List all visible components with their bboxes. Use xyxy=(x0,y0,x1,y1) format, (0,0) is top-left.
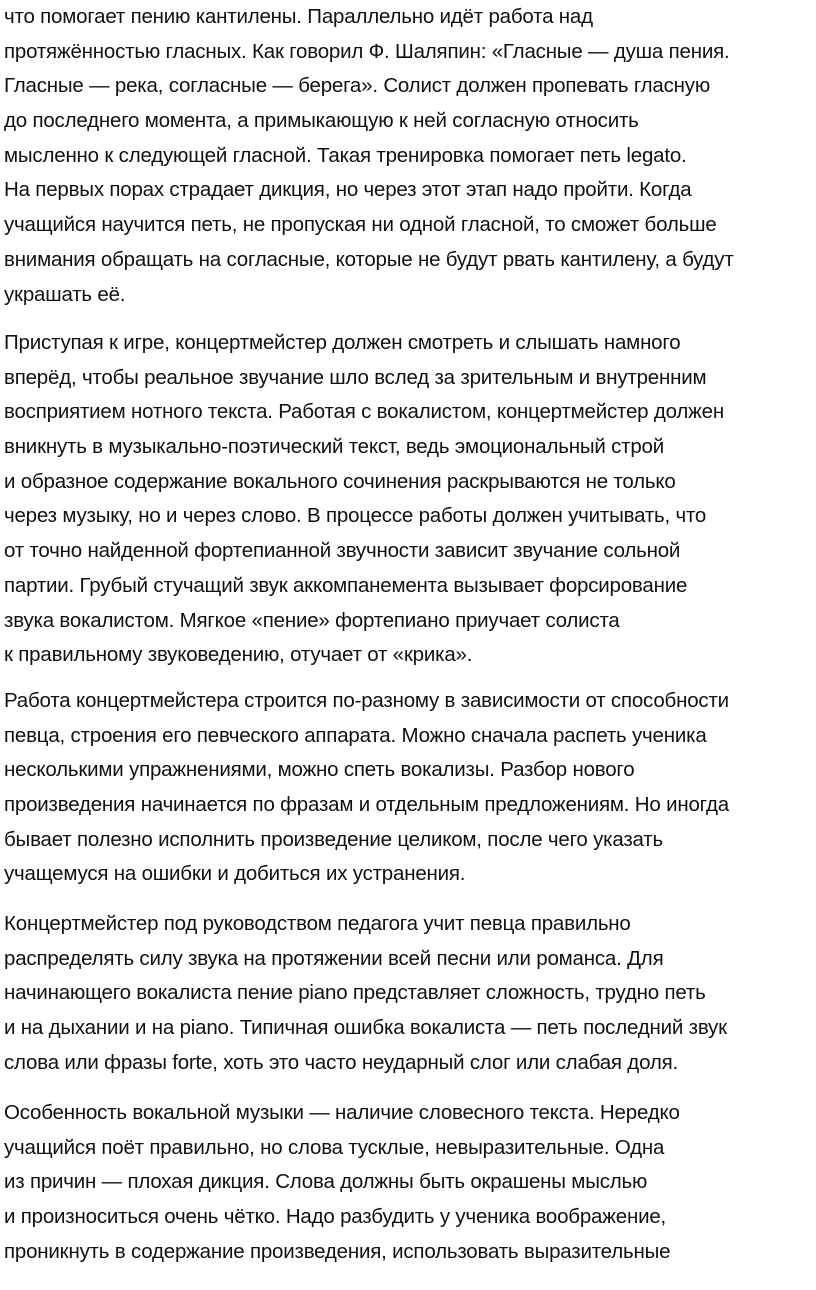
text-line: слова или фразы forte, хоть это часто неударный слог или слабая доля. xyxy=(4,1050,678,1074)
text-line: Особенность вокальной музыки — наличие словесного текста. Нередко xyxy=(4,1101,680,1124)
text-line: от точно найденной фортепианной звучности зависит звучание сольной xyxy=(4,539,681,563)
text-line: звука вокалистом. Мягкое «пение» фортепиано приучает солиста xyxy=(4,608,620,632)
text-line: вперёд, чтобы реальное звучание шло вслед за зрительным и внутренним xyxy=(4,365,707,389)
paragraph-3 xyxy=(4,684,729,892)
paragraph-4 xyxy=(4,907,727,1080)
text-line: Приступая к игре, концертмейстер должен смотреть и слышать намного xyxy=(4,331,681,354)
paragraph-5 xyxy=(4,1096,680,1269)
text-line: восприятием нотного текста. Работая с вокалистом, концертмейстер должен xyxy=(4,400,724,424)
text-line: партии. Грубый стучащий звук аккомпанемента вызывает форсирование xyxy=(4,573,688,597)
text-line: до последнего момента, а примыкающую к ней согласную относить xyxy=(4,109,639,133)
text-line: внимания обращать на согласные, которые не будут рвать кантилену, а будут xyxy=(4,247,734,271)
text-line: мысленно к следующей гласной. Такая тренировка помогает петь legato. xyxy=(4,143,687,167)
text-line: Гласные — река, согласные — берега». Солист должен пропевать гласную xyxy=(4,74,711,98)
text-line: из причин — плохая дикция. Слова должны быть окрашены мыслью xyxy=(4,1170,648,1194)
text-line: и на дыхании и на piano. Типичная ошибка вокалиста — петь последний звук xyxy=(4,1016,727,1040)
text-line: Работа концертмейстера строится по-разному в зависимости от способности xyxy=(4,689,729,712)
text-line: несколькими упражнениями, можно спеть вокализы. Разбор нового xyxy=(4,758,635,782)
text-line: украшать её. xyxy=(4,282,126,306)
text-line: начинающего вокалиста пение piano представляет сложность, трудно петь xyxy=(4,981,706,1005)
paragraph-2 xyxy=(4,326,724,673)
paragraph-1 xyxy=(4,0,734,312)
text-line: к правильному звуковедению, отучает от «крика». xyxy=(4,643,473,667)
text-line: что помогает пению кантилены. Параллельно идёт работа над xyxy=(4,5,593,28)
text-line: и произноситься очень чётко. Надо разбудить у ученика воображение, xyxy=(4,1205,667,1229)
text-line: вникнуть в музыкально-поэтический текст, ведь эмоциональный строй xyxy=(4,435,664,459)
text-line: и образное содержание вокального сочинения раскрываются не только xyxy=(4,469,676,493)
text-line: распределять силу звука на протяжении всей песни или романса. Для xyxy=(4,946,664,970)
text-line: учащемуся на ошибки и добиться их устранения. xyxy=(4,862,466,886)
text-line: произведения начинается по фразам и отдельным предложениям. Но иногда xyxy=(4,793,729,817)
text-line: учащийся поёт правильно, но слова тусклые, невыразительные. Одна xyxy=(4,1135,665,1159)
text-line: проникнуть в содержание произведения, использовать выразительные xyxy=(4,1239,671,1263)
text-line: певца, строения его певческого аппарата. Можно сначала распеть ученика xyxy=(4,723,707,747)
text-line: учащийся научится петь, не пропуская ни одной гласной, то сможет больше xyxy=(4,213,717,237)
text-line: На первых порах страдает дикция, но через этот этап надо пройти. Когда xyxy=(4,178,692,202)
text-line: через музыку, но и через слово. В процессе работы должен учитывать, что xyxy=(4,504,707,528)
text-line: бывает полезно исполнить произведение целиком, после чего указать xyxy=(4,827,663,851)
text-line: протяжённостью гласных. Как говорил Ф. Шаляпин: «Гласные — душа пения. xyxy=(4,39,730,63)
text-line: Концертмейстер под руководством педагога учит певца правильно xyxy=(4,912,631,935)
